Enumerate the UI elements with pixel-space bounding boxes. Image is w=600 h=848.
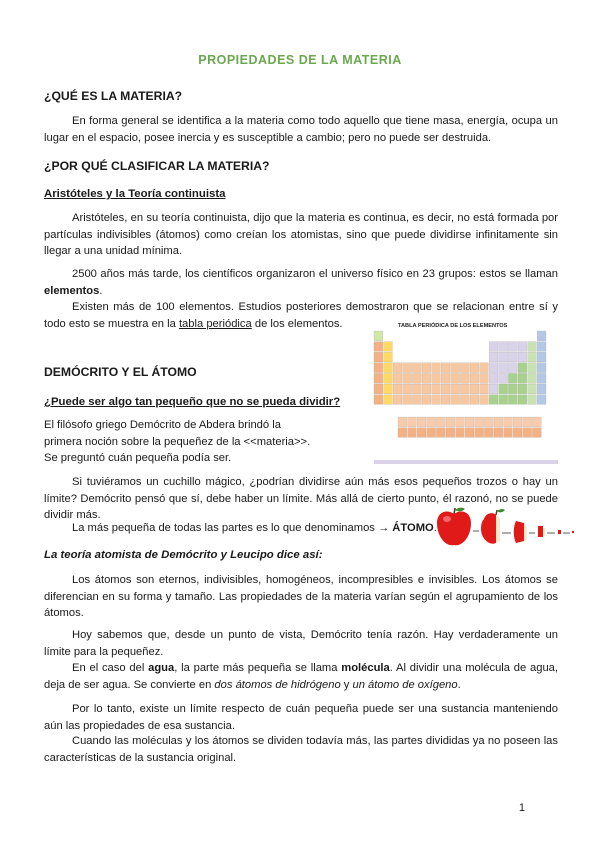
element-cell — [475, 417, 484, 427]
element-cell — [451, 395, 460, 405]
element-cell — [537, 342, 546, 352]
paragraph-atomo: La más pequeña de todas las partes es lo que denominamos → ÁTOMO. — [72, 522, 437, 534]
page-number: 1 — [518, 802, 525, 814]
apple-division-image — [434, 505, 580, 553]
element-cell — [528, 384, 537, 394]
element-cell — [451, 384, 460, 394]
element-cell — [489, 373, 498, 383]
element-cell — [441, 363, 450, 373]
element-cell — [528, 395, 537, 405]
periodic-table-grid — [374, 331, 546, 437]
element-cell — [441, 373, 450, 383]
element-cell — [432, 384, 441, 394]
element-cell — [384, 342, 393, 352]
element-cell — [484, 417, 493, 427]
element-cell — [408, 417, 417, 427]
element-cell — [427, 417, 436, 427]
subheading-aristoteles: Aristóteles y la Teoría continuista — [44, 188, 226, 200]
element-cell — [508, 395, 517, 405]
element-cell — [499, 384, 508, 394]
element-cell — [403, 373, 412, 383]
heading-teoria-atomista: La teoría atomista de Demócrito y Leucipo dice así: — [44, 549, 323, 561]
element-cell — [393, 363, 402, 373]
element-cell — [403, 363, 412, 373]
element-cell — [412, 363, 421, 373]
element-cell — [508, 352, 517, 362]
element-cell — [436, 417, 445, 427]
element-cell — [432, 373, 441, 383]
paragraph-agua: En el caso del agua, la parte más pequeña se llama molécula. Al dividir una molécula de agua, deja de ser agua. Se convierte en dos átomos de hidrógeno y un átomo de oxígeno. — [44, 662, 559, 691]
element-cell — [518, 342, 527, 352]
element-cell — [412, 384, 421, 394]
element-cell — [460, 373, 469, 383]
element-cell — [412, 373, 421, 383]
element-cell — [480, 373, 489, 383]
element-cell — [480, 363, 489, 373]
element-cell — [523, 428, 532, 438]
periodic-table-title: TABLA PERIÓDICA DE LOS ELEMENTOS — [398, 323, 508, 329]
subheading-pequeno: ¿Puede ser algo tan pequeño que no se pueda dividir? — [44, 396, 341, 408]
element-cell — [374, 342, 383, 352]
element-cell — [537, 363, 546, 373]
element-cell — [494, 428, 503, 438]
element-cell — [417, 428, 426, 438]
element-cell — [412, 395, 421, 405]
element-cell — [537, 373, 546, 383]
element-cell — [489, 342, 498, 352]
link-tabla-periodica[interactable]: tabla periódica — [178, 317, 252, 330]
element-cell — [422, 395, 431, 405]
paragraph-cuchillo: Si tuviéramos un cuchillo mágico, ¿podrían dividirse aún más esos pequeños trozos o hay un límite? Demócrito pensó que sí, debe haber un límite. Más allá de cierto punto, él razonó, no se puede dividir más. — [44, 476, 558, 521]
element-cell — [489, 384, 498, 394]
element-cell — [403, 384, 412, 394]
paragraph-definicion: En forma general se identifica a la materia como todo aquello que tiene masa, energía, ocupa un lugar en el espacio, posee inercia y es susceptible a cambio; pero no puede ser destruida. — [44, 115, 558, 144]
element-cell — [417, 417, 426, 427]
element-cell — [508, 342, 517, 352]
element-cell — [384, 395, 393, 405]
arrow-icon: → — [378, 522, 393, 534]
element-cell — [460, 363, 469, 373]
element-cell — [393, 395, 402, 405]
element-cell — [470, 373, 479, 383]
element-cell — [499, 342, 508, 352]
element-cell — [451, 363, 460, 373]
element-cell — [537, 395, 546, 405]
element-cell — [384, 373, 393, 383]
element-cell — [384, 352, 393, 362]
element-cell — [537, 384, 546, 394]
element-cell — [504, 417, 513, 427]
element-cell — [384, 384, 393, 394]
element-cell — [480, 395, 489, 405]
element-cell — [523, 417, 532, 427]
element-cell — [403, 395, 412, 405]
element-cell — [398, 417, 407, 427]
element-cell — [513, 417, 522, 427]
paragraph-tabla: Existen más de 100 elementos. Estudios posteriores demostraron que se relacionan entre sí y todo esto se muestra en la tabla periódica de los elementos. — [44, 301, 558, 330]
element-cell — [456, 417, 465, 427]
element-cell — [518, 352, 527, 362]
element-cell — [374, 331, 383, 341]
element-cell — [393, 384, 402, 394]
paragraph-hoy: Hoy sabemos que, desde un punto de vista, Demócrito tenía razón. Hay verdaderamente un límite para la pequeñez. — [44, 629, 558, 658]
element-cell — [484, 428, 493, 438]
apple-quarter — [514, 521, 527, 543]
element-cell — [499, 352, 508, 362]
periodic-table-legend — [374, 460, 558, 464]
element-cell — [518, 373, 527, 383]
element-cell — [422, 363, 431, 373]
element-cell — [508, 373, 517, 383]
element-cell — [528, 352, 537, 362]
element-cell — [384, 363, 393, 373]
element-cell — [446, 417, 455, 427]
heading-clasificar: ¿POR QUÉ CLASIFICAR LA MATERIA? — [44, 159, 270, 173]
element-cell — [436, 428, 445, 438]
paragraph-limite: Por lo tanto, existe un límite respecto de cuán pequeña puede ser una sustancia manteniendo aún las propiedades de esa sustancia. — [44, 703, 558, 732]
paragraph-aristoteles: Aristóteles, en su teoría continuista, dijo que la materia es continua, es decir, no está formada por partículas indivisibles (átomos) como creían los atomistas, sino que puede dividirse infinitamente sin llegar a una unidad mínima. — [44, 212, 558, 257]
paragraph-democrito: El filósofo griego Demócrito de Abdera brindó la primera noción sobre la pequeñez de la <<materia>>. Se preguntó cuán pequeña podía ser. — [44, 419, 311, 464]
apple-tiny — [558, 530, 574, 534]
element-cell — [528, 342, 537, 352]
element-cell — [528, 373, 537, 383]
element-cell — [374, 395, 383, 405]
paragraph-atomos: Los átomos son eternos, indivisibles, homogéneos, incompresibles e invisibles. Los átomos se diferencian en su forma y tamaño. Las propiedades de la materia varían según el agrupamiento de los átomos. — [44, 574, 558, 619]
element-cell — [422, 373, 431, 383]
element-cell — [465, 428, 474, 438]
element-cell — [499, 395, 508, 405]
element-cell — [513, 428, 522, 438]
element-cell — [528, 363, 537, 373]
element-cell — [537, 352, 546, 362]
apple-half — [481, 509, 505, 544]
element-cell — [374, 384, 383, 394]
element-cell — [446, 428, 455, 438]
element-cell — [537, 331, 546, 341]
element-cell — [518, 363, 527, 373]
element-cell — [480, 384, 489, 394]
element-cell — [508, 384, 517, 394]
element-cell — [398, 428, 407, 438]
element-cell — [451, 373, 460, 383]
element-cell — [499, 373, 508, 383]
element-cell — [499, 363, 508, 373]
periodic-table-image — [372, 318, 558, 468]
apple-eighth — [538, 526, 545, 537]
element-cell — [441, 395, 450, 405]
word-atomo: ÁTOMO — [392, 522, 434, 534]
element-cell — [532, 428, 541, 438]
element-cell — [427, 428, 436, 438]
element-cell — [374, 363, 383, 373]
element-cell — [489, 395, 498, 405]
element-cell — [460, 395, 469, 405]
element-cell — [532, 417, 541, 427]
element-cell — [508, 363, 517, 373]
element-cell — [408, 428, 417, 438]
element-cell — [470, 395, 479, 405]
element-cell — [489, 363, 498, 373]
apple-whole — [437, 508, 471, 546]
element-cell — [465, 417, 474, 427]
element-cell — [518, 395, 527, 405]
paragraph-elementos: 2500 años más tarde, los científicos organizaron el universo físico en 23 grupos: estos se llaman elementos. — [44, 268, 558, 297]
paragraph-moleculas: Cuando las moléculas y los átomos se dividen todavía más, las partes divididas ya no poseen las características de la sustancia original. — [44, 735, 558, 764]
heading-democrito: DEMÓCRITO Y EL ÁTOMO — [44, 365, 197, 379]
element-cell — [432, 363, 441, 373]
element-cell — [494, 417, 503, 427]
element-cell — [441, 384, 450, 394]
element-cell — [432, 395, 441, 405]
element-cell — [504, 428, 513, 438]
word-elementos: elementos — [44, 284, 100, 297]
element-cell — [470, 384, 479, 394]
element-cell — [393, 373, 402, 383]
page-title: PROPIEDADES DE LA MATERIA — [198, 53, 402, 67]
element-cell — [475, 428, 484, 438]
element-cell — [374, 373, 383, 383]
element-cell — [489, 352, 498, 362]
element-cell — [460, 384, 469, 394]
element-cell — [374, 352, 383, 362]
heading-que-es-materia: ¿QUÉ ES LA MATERIA? — [44, 89, 183, 103]
element-cell — [422, 384, 431, 394]
element-cell — [518, 384, 527, 394]
element-cell — [456, 428, 465, 438]
element-cell — [470, 363, 479, 373]
